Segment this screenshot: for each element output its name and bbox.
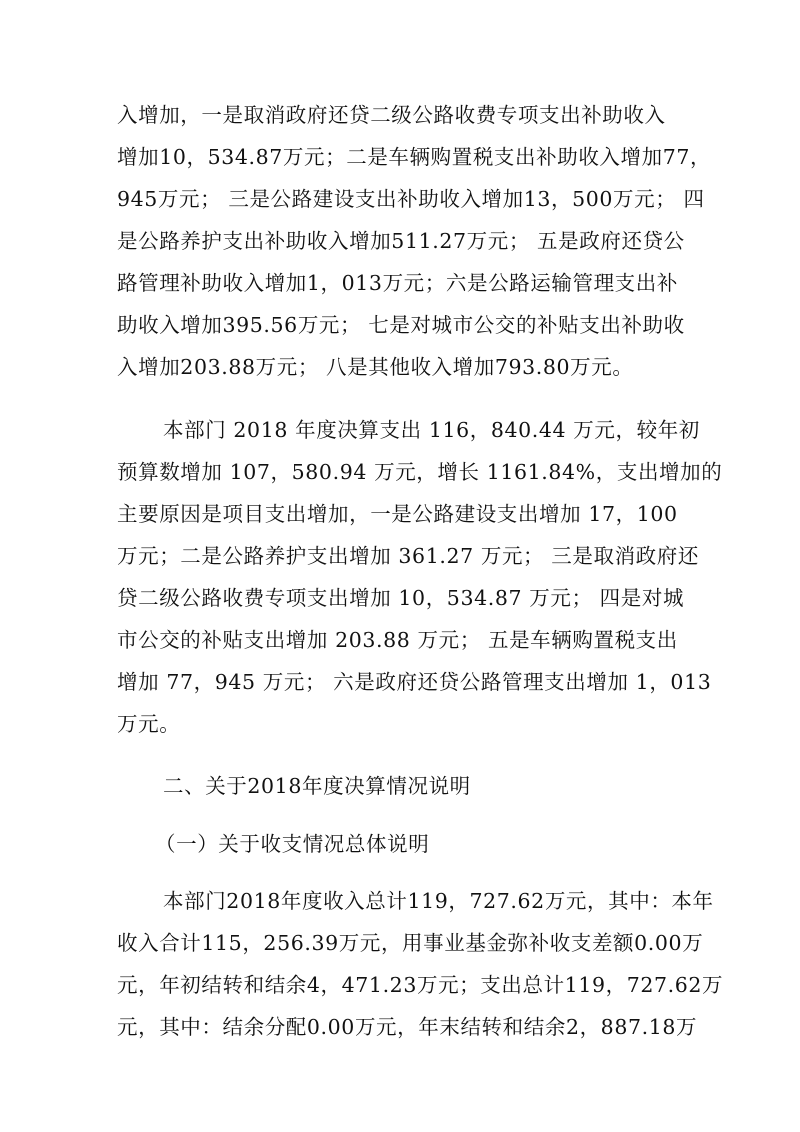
text-line: 收入合计115，256.39万元，用事业基金弥补收支差额0.00万	[117, 931, 704, 955]
section-heading-text: 二、关于2018年度决算情况说明	[163, 774, 471, 798]
text-line: 入增加，一是取消政府还贷二级公路收费专项支出补助收入	[117, 103, 666, 127]
text-line: 入增加203.88万元； 八是其他收入增加793.80万元。	[117, 355, 634, 379]
text-line: 万元。	[117, 712, 181, 736]
text-line: 助收入增加395.56万元； 七是对城市公交的补贴支出补助收	[117, 313, 685, 337]
paragraph-summary	[117, 880, 724, 1048]
paragraph-expenditure	[117, 409, 723, 745]
text-line: 主要原因是项目支出增加，一是公路建设支出增加 17，100	[117, 502, 678, 526]
text-line: 市公交的补贴支出增加 203.88 万元； 五是车辆购置税支出	[117, 628, 678, 652]
text-line: 增加 77，945 万元； 六是政府还贷公路管理支出增加 1，013	[117, 670, 712, 694]
text-line: 贷二级公路收费专项支出增加 10，534.87 万元； 四是对城	[117, 586, 685, 610]
text-line: 路管理补助收入增加1，013万元；六是公路运输管理支出补	[117, 271, 678, 295]
text-line: 本部门2018年度收入总计119，727.62万元，其中：本年	[163, 889, 714, 913]
text-line: 万元；二是公路养护支出增加 361.27 万元； 三是取消政府还	[117, 544, 699, 568]
text-line: 元，年初结转和结余4，471.23万元；支出总计119，727.62万	[117, 973, 724, 997]
text-line: 增加10，534.87万元；二是车辆购置税支出补助收入增加77，	[117, 145, 712, 169]
text-line: 元，其中：结余分配0.00万元，年末结转和结余2，887.18万	[117, 1015, 698, 1039]
section-heading	[117, 765, 687, 807]
text-line: 预算数增加 107，580.94 万元，增长 1161.84%，支出增加的	[117, 460, 723, 484]
text-line: 本部门 2018 年度决算支出 116，840.44 万元，较年初	[163, 418, 700, 442]
subsection-heading-text: （一）关于收支情况总体说明	[155, 832, 430, 856]
text-line: 是公路养护支出补助收入增加511.27万元； 五是政府还贷公	[117, 229, 685, 253]
paragraph-income-increase	[117, 94, 712, 388]
text-line: 945万元； 三是公路建设支出补助收入增加13，500万元； 四	[117, 187, 705, 211]
subsection-heading	[117, 823, 687, 865]
